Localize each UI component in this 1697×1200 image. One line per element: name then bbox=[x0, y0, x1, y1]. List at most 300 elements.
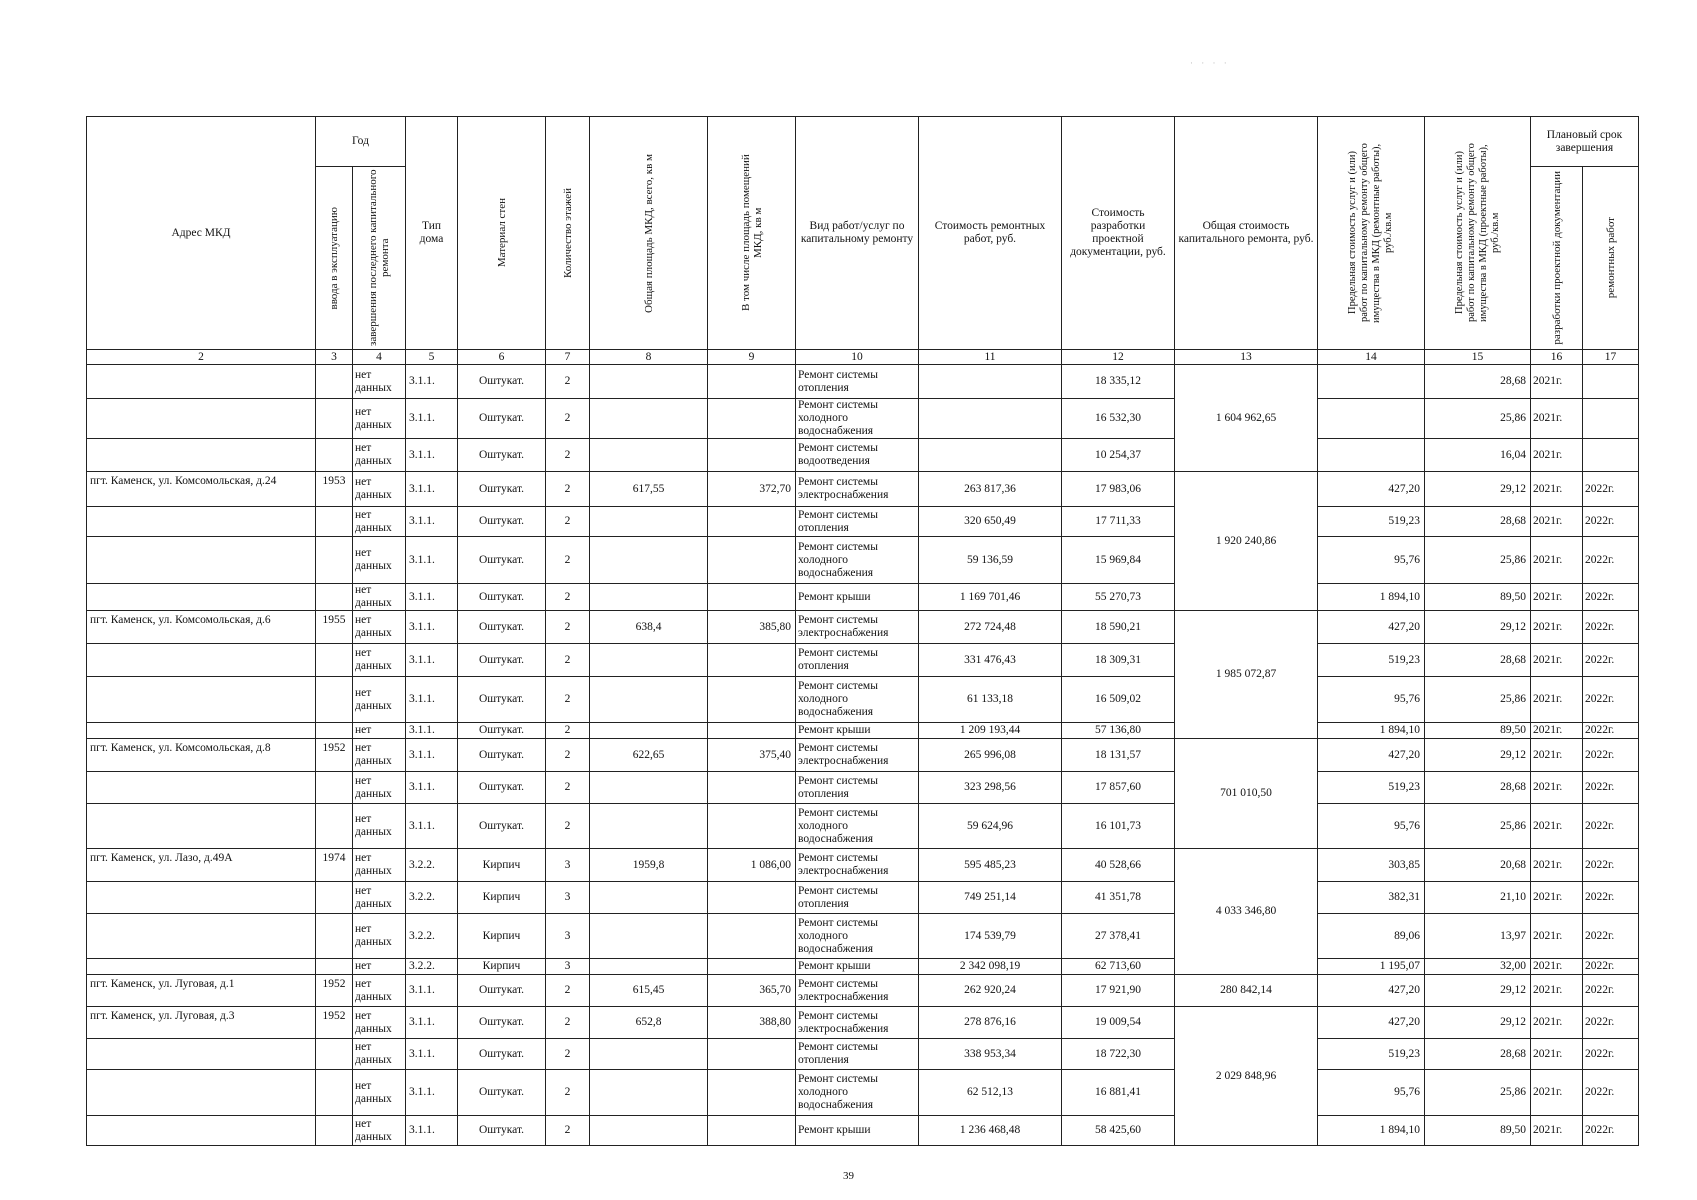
work-type-cell: Ремонт системы водоотведения bbox=[796, 439, 919, 472]
wall-material-cell: Оштукат. bbox=[458, 644, 546, 677]
year-built-cell: 1974 bbox=[316, 849, 353, 882]
limit-design-cell: 25,86 bbox=[1425, 804, 1531, 849]
column-number-row bbox=[87, 350, 1639, 365]
design-cost-cell: 41 351,78 bbox=[1062, 882, 1175, 914]
year-built-cell bbox=[316, 677, 353, 723]
floors-cell: 2 bbox=[546, 1007, 590, 1039]
design-cost-cell: 57 136,80 bbox=[1062, 723, 1175, 739]
limit-design-cell: 89,50 bbox=[1425, 1116, 1531, 1146]
limit-design-cell: 25,86 bbox=[1425, 399, 1531, 439]
column-number: 4 bbox=[353, 350, 406, 365]
design-cost-cell: 18 335,12 bbox=[1062, 365, 1175, 399]
address-cell bbox=[87, 365, 316, 399]
column-number: 11 bbox=[919, 350, 1062, 365]
repair-cost-cell: 263 817,36 bbox=[919, 472, 1062, 507]
year-last-repair-cell: нет данных bbox=[353, 644, 406, 677]
floors-cell: 2 bbox=[546, 611, 590, 644]
year-last-repair-cell: нет данных bbox=[353, 882, 406, 914]
deadline-design-cell: 2021г. bbox=[1531, 1116, 1583, 1146]
floors-cell: 3 bbox=[546, 959, 590, 975]
year-built-cell: 1952 bbox=[316, 975, 353, 1007]
floors-cell: 2 bbox=[546, 772, 590, 804]
total-area-cell bbox=[590, 804, 708, 849]
address-cell bbox=[87, 399, 316, 439]
address-cell bbox=[87, 1116, 316, 1146]
table-row bbox=[87, 537, 1639, 584]
wall-material-cell: Оштукат. bbox=[458, 723, 546, 739]
table-row bbox=[87, 472, 1639, 507]
capital-repair-table bbox=[86, 116, 1639, 1146]
address-cell bbox=[87, 959, 316, 975]
repair-cost-cell: 1 209 193,44 bbox=[919, 723, 1062, 739]
house-type-cell: 3.1.1. bbox=[406, 772, 458, 804]
column-number: 13 bbox=[1175, 350, 1318, 365]
year-built-cell bbox=[316, 804, 353, 849]
col-deadline-design-header: разработки проектной документации bbox=[1531, 167, 1583, 350]
work-type-cell: Ремонт крыши bbox=[796, 723, 919, 739]
limit-design-cell: 13,97 bbox=[1425, 914, 1531, 959]
house-type-cell: 3.1.1. bbox=[406, 1039, 458, 1070]
table-row bbox=[87, 1070, 1639, 1116]
col-floors-header: Количество этажей bbox=[546, 117, 590, 350]
table-row bbox=[87, 1007, 1639, 1039]
year-last-repair-cell: нет данных bbox=[353, 507, 406, 537]
deadline-repair-cell: 2022г. bbox=[1583, 1116, 1639, 1146]
house-type-cell: 3.2.2. bbox=[406, 882, 458, 914]
address-cell: пгт. Каменск, ул. Комсомольская, д.24 bbox=[87, 472, 316, 507]
limit-design-cell: 29,12 bbox=[1425, 739, 1531, 772]
column-number: 15 bbox=[1425, 350, 1531, 365]
limit-design-cell: 28,68 bbox=[1425, 644, 1531, 677]
repair-cost-cell bbox=[919, 439, 1062, 472]
repair-cost-cell: 262 920,24 bbox=[919, 975, 1062, 1007]
total-area-cell bbox=[590, 507, 708, 537]
year-last-repair-cell: нет данных bbox=[353, 739, 406, 772]
table-row bbox=[87, 723, 1639, 739]
limit-repair-cell: 519,23 bbox=[1318, 644, 1425, 677]
deadline-design-cell: 2021г. bbox=[1531, 537, 1583, 584]
scan-artifact: · · · · bbox=[1190, 58, 1230, 68]
page-number: 39 bbox=[843, 1170, 854, 1182]
column-number: 6 bbox=[458, 350, 546, 365]
table-row bbox=[87, 804, 1639, 849]
address-cell bbox=[87, 723, 316, 739]
house-type-cell: 3.2.2. bbox=[406, 849, 458, 882]
table-row bbox=[87, 677, 1639, 723]
floors-cell: 2 bbox=[546, 365, 590, 399]
work-type-cell: Ремонт крыши bbox=[796, 959, 919, 975]
limit-repair-cell: 95,76 bbox=[1318, 537, 1425, 584]
deadline-design-cell: 2021г. bbox=[1531, 1070, 1583, 1116]
limit-repair-cell: 1 894,10 bbox=[1318, 1116, 1425, 1146]
repair-cost-cell: 272 724,48 bbox=[919, 611, 1062, 644]
col-total-cost-header: Общая стоимость капитального ремонта, руб. bbox=[1175, 117, 1318, 350]
repair-cost-cell: 174 539,79 bbox=[919, 914, 1062, 959]
repair-cost-cell: 265 996,08 bbox=[919, 739, 1062, 772]
premises-area-cell bbox=[708, 804, 796, 849]
repair-cost-cell: 323 298,56 bbox=[919, 772, 1062, 804]
limit-repair-cell: 303,85 bbox=[1318, 849, 1425, 882]
limit-repair-cell: 95,76 bbox=[1318, 677, 1425, 723]
repair-cost-cell: 59 624,96 bbox=[919, 804, 1062, 849]
year-built-cell bbox=[316, 644, 353, 677]
limit-repair-cell: 89,06 bbox=[1318, 914, 1425, 959]
column-number: 8 bbox=[590, 350, 708, 365]
design-cost-cell: 15 969,84 bbox=[1062, 537, 1175, 584]
work-type-cell: Ремонт системы холодного водоснабжения bbox=[796, 399, 919, 439]
wall-material-cell: Оштукат. bbox=[458, 1039, 546, 1070]
deadline-repair-cell: 2022г. bbox=[1583, 1070, 1639, 1116]
premises-area-cell bbox=[708, 882, 796, 914]
total-area-cell bbox=[590, 365, 708, 399]
wall-material-cell: Оштукат. bbox=[458, 975, 546, 1007]
work-type-cell: Ремонт системы электроснабжения bbox=[796, 739, 919, 772]
total-area-cell bbox=[590, 1070, 708, 1116]
deadline-design-cell: 2021г. bbox=[1531, 1039, 1583, 1070]
design-cost-cell: 18 131,57 bbox=[1062, 739, 1175, 772]
deadline-design-cell: 2021г. bbox=[1531, 365, 1583, 399]
column-number: 2 bbox=[87, 350, 316, 365]
limit-design-cell: 20,68 bbox=[1425, 849, 1531, 882]
total-cost-cell: 1 920 240,86 bbox=[1175, 472, 1318, 611]
deadline-design-cell: 2021г. bbox=[1531, 959, 1583, 975]
house-type-cell: 3.1.1. bbox=[406, 472, 458, 507]
year-built-cell: 1953 bbox=[316, 472, 353, 507]
deadline-design-cell: 2021г. bbox=[1531, 644, 1583, 677]
house-type-cell: 3.1.1. bbox=[406, 611, 458, 644]
deadline-design-cell: 2021г. bbox=[1531, 611, 1583, 644]
repair-cost-cell: 595 485,23 bbox=[919, 849, 1062, 882]
address-cell bbox=[87, 439, 316, 472]
year-last-repair-cell: нет данных bbox=[353, 1116, 406, 1146]
year-last-repair-cell: нет bbox=[353, 723, 406, 739]
total-area-cell bbox=[590, 1039, 708, 1070]
year-built-cell bbox=[316, 584, 353, 611]
address-cell bbox=[87, 914, 316, 959]
address-cell bbox=[87, 537, 316, 584]
design-cost-cell: 19 009,54 bbox=[1062, 1007, 1175, 1039]
work-type-cell: Ремонт системы отопления bbox=[796, 365, 919, 399]
col-design-cost-header: Стоимость разработки проектной документации, руб. bbox=[1062, 117, 1175, 350]
work-type-cell: Ремонт системы отопления bbox=[796, 882, 919, 914]
deadline-design-cell: 2021г. bbox=[1531, 1007, 1583, 1039]
table-body bbox=[87, 365, 1639, 1146]
limit-repair-cell: 427,20 bbox=[1318, 1007, 1425, 1039]
address-cell: пгт. Каменск, ул. Луговая, д.1 bbox=[87, 975, 316, 1007]
year-last-repair-cell: нет bbox=[353, 959, 406, 975]
deadline-repair-cell: 2022г. bbox=[1583, 1039, 1639, 1070]
address-cell bbox=[87, 677, 316, 723]
premises-area-cell: 372,70 bbox=[708, 472, 796, 507]
total-area-cell bbox=[590, 644, 708, 677]
work-type-cell: Ремонт системы отопления bbox=[796, 644, 919, 677]
premises-area-cell bbox=[708, 914, 796, 959]
year-built-cell bbox=[316, 507, 353, 537]
work-type-cell: Ремонт системы холодного водоснабжения bbox=[796, 914, 919, 959]
address-cell: пгт. Каменск, ул. Лазо, д.49А bbox=[87, 849, 316, 882]
repair-cost-cell bbox=[919, 365, 1062, 399]
house-type-cell: 3.1.1. bbox=[406, 723, 458, 739]
premises-area-cell bbox=[708, 1116, 796, 1146]
floors-cell: 2 bbox=[546, 723, 590, 739]
design-cost-cell: 58 425,60 bbox=[1062, 1116, 1175, 1146]
house-type-cell: 3.1.1. bbox=[406, 677, 458, 723]
wall-material-cell: Оштукат. bbox=[458, 365, 546, 399]
table-row bbox=[87, 399, 1639, 439]
repair-cost-cell: 62 512,13 bbox=[919, 1070, 1062, 1116]
limit-design-cell: 16,04 bbox=[1425, 439, 1531, 472]
premises-area-cell bbox=[708, 507, 796, 537]
deadline-repair-cell: 2022г. bbox=[1583, 1007, 1639, 1039]
floors-cell: 2 bbox=[546, 399, 590, 439]
total-area-cell: 1959,8 bbox=[590, 849, 708, 882]
premises-area-cell bbox=[708, 1070, 796, 1116]
col-house-type-header: Тип дома bbox=[406, 117, 458, 350]
year-last-repair-cell: нет данных bbox=[353, 804, 406, 849]
year-last-repair-cell: нет данных bbox=[353, 1007, 406, 1039]
table-row bbox=[87, 439, 1639, 472]
floors-cell: 2 bbox=[546, 584, 590, 611]
limit-repair-cell: 519,23 bbox=[1318, 1039, 1425, 1070]
address-cell bbox=[87, 507, 316, 537]
wall-material-cell: Оштукат. bbox=[458, 439, 546, 472]
year-built-cell bbox=[316, 1039, 353, 1070]
premises-area-cell bbox=[708, 644, 796, 677]
design-cost-cell: 27 378,41 bbox=[1062, 914, 1175, 959]
total-area-cell bbox=[590, 914, 708, 959]
total-area-cell bbox=[590, 882, 708, 914]
col-limit-repair-header: Предельная стоимость услуг и (или) работ по капитальному ремонту общего имущества в МКД (ремонтные работы), руб./кв.м bbox=[1318, 117, 1425, 350]
table-row bbox=[87, 914, 1639, 959]
premises-area-cell bbox=[708, 677, 796, 723]
wall-material-cell: Оштукат. bbox=[458, 507, 546, 537]
total-area-cell bbox=[590, 439, 708, 472]
col-total-area-header: Общая площадь МКД, всего, кв м bbox=[590, 117, 708, 350]
deadline-design-cell: 2021г. bbox=[1531, 772, 1583, 804]
limit-design-cell: 25,86 bbox=[1425, 1070, 1531, 1116]
limit-design-cell: 32,00 bbox=[1425, 959, 1531, 975]
year-last-repair-cell: нет данных bbox=[353, 439, 406, 472]
year-built-cell bbox=[316, 1070, 353, 1116]
limit-design-cell: 28,68 bbox=[1425, 507, 1531, 537]
total-cost-cell: 280 842,14 bbox=[1175, 975, 1318, 1007]
floors-cell: 2 bbox=[546, 1070, 590, 1116]
floors-cell: 2 bbox=[546, 677, 590, 723]
limit-repair-cell bbox=[1318, 399, 1425, 439]
table-row bbox=[87, 507, 1639, 537]
total-cost-cell: 2 029 848,96 bbox=[1175, 1007, 1318, 1146]
deadline-repair-cell: 2022г. bbox=[1583, 584, 1639, 611]
year-built-cell bbox=[316, 365, 353, 399]
house-type-cell: 3.1.1. bbox=[406, 1116, 458, 1146]
limit-design-cell: 28,68 bbox=[1425, 365, 1531, 399]
total-cost-cell: 4 033 346,80 bbox=[1175, 849, 1318, 975]
deadline-repair-cell: 2022г. bbox=[1583, 882, 1639, 914]
work-type-cell: Ремонт системы холодного водоснабжения bbox=[796, 537, 919, 584]
premises-area-cell: 388,80 bbox=[708, 1007, 796, 1039]
deadline-repair-cell: 2022г. bbox=[1583, 772, 1639, 804]
col-wall-material-header: Материал стен bbox=[458, 117, 546, 350]
design-cost-cell: 10 254,37 bbox=[1062, 439, 1175, 472]
year-built-cell bbox=[316, 914, 353, 959]
repair-cost-cell: 749 251,14 bbox=[919, 882, 1062, 914]
limit-design-cell: 89,50 bbox=[1425, 584, 1531, 611]
floors-cell: 2 bbox=[546, 644, 590, 677]
year-last-repair-cell: нет данных bbox=[353, 772, 406, 804]
design-cost-cell: 17 857,60 bbox=[1062, 772, 1175, 804]
deadline-design-cell: 2021г. bbox=[1531, 723, 1583, 739]
address-cell bbox=[87, 1070, 316, 1116]
col-work-type-header: Вид работ/услуг по капитальному ремонту bbox=[796, 117, 919, 350]
total-area-cell bbox=[590, 584, 708, 611]
wall-material-cell: Оштукат. bbox=[458, 1116, 546, 1146]
floors-cell: 2 bbox=[546, 739, 590, 772]
total-area-cell bbox=[590, 677, 708, 723]
floors-cell: 2 bbox=[546, 804, 590, 849]
house-type-cell: 3.1.1. bbox=[406, 399, 458, 439]
floors-cell: 2 bbox=[546, 1039, 590, 1070]
premises-area-cell: 365,70 bbox=[708, 975, 796, 1007]
house-type-cell: 3.2.2. bbox=[406, 914, 458, 959]
deadline-design-cell: 2021г. bbox=[1531, 677, 1583, 723]
repair-cost-cell: 59 136,59 bbox=[919, 537, 1062, 584]
address-cell bbox=[87, 1039, 316, 1070]
premises-area-cell bbox=[708, 584, 796, 611]
floors-cell: 2 bbox=[546, 1116, 590, 1146]
column-number: 16 bbox=[1531, 350, 1583, 365]
work-type-cell: Ремонт системы отопления bbox=[796, 507, 919, 537]
limit-repair-cell: 427,20 bbox=[1318, 472, 1425, 507]
deadline-repair-cell: 2022г. bbox=[1583, 537, 1639, 584]
house-type-cell: 3.1.1. bbox=[406, 739, 458, 772]
year-last-repair-cell: нет данных bbox=[353, 584, 406, 611]
limit-design-cell: 21,10 bbox=[1425, 882, 1531, 914]
house-type-cell: 3.1.1. bbox=[406, 365, 458, 399]
premises-area-cell bbox=[708, 439, 796, 472]
address-cell bbox=[87, 644, 316, 677]
premises-area-cell: 385,80 bbox=[708, 611, 796, 644]
deadline-design-cell: 2021г. bbox=[1531, 914, 1583, 959]
design-cost-cell: 17 983,06 bbox=[1062, 472, 1175, 507]
wall-material-cell: Оштукат. bbox=[458, 1070, 546, 1116]
deadline-repair-cell: 2022г. bbox=[1583, 739, 1639, 772]
design-cost-cell: 16 532,30 bbox=[1062, 399, 1175, 439]
design-cost-cell: 17 711,33 bbox=[1062, 507, 1175, 537]
table-row bbox=[87, 975, 1639, 1007]
year-built-cell: 1952 bbox=[316, 739, 353, 772]
column-number: 14 bbox=[1318, 350, 1425, 365]
repair-cost-cell: 278 876,16 bbox=[919, 1007, 1062, 1039]
total-area-cell: 638,4 bbox=[590, 611, 708, 644]
house-type-cell: 3.1.1. bbox=[406, 507, 458, 537]
premises-area-cell bbox=[708, 772, 796, 804]
year-built-cell: 1955 bbox=[316, 611, 353, 644]
total-area-cell bbox=[590, 537, 708, 584]
floors-cell: 3 bbox=[546, 914, 590, 959]
total-area-cell bbox=[590, 723, 708, 739]
table-row bbox=[87, 611, 1639, 644]
design-cost-cell: 62 713,60 bbox=[1062, 959, 1175, 975]
wall-material-cell: Оштукат. bbox=[458, 399, 546, 439]
premises-area-cell: 1 086,00 bbox=[708, 849, 796, 882]
limit-repair-cell bbox=[1318, 365, 1425, 399]
premises-area-cell bbox=[708, 723, 796, 739]
work-type-cell: Ремонт системы электроснабжения bbox=[796, 975, 919, 1007]
deadline-repair-cell: 2022г. bbox=[1583, 849, 1639, 882]
col-deadline-repair-header: ремонтных работ bbox=[1583, 167, 1639, 350]
column-number: 10 bbox=[796, 350, 919, 365]
house-type-cell: 3.1.1. bbox=[406, 1007, 458, 1039]
wall-material-cell: Оштукат. bbox=[458, 537, 546, 584]
work-type-cell: Ремонт крыши bbox=[796, 1116, 919, 1146]
year-last-repair-cell: нет данных bbox=[353, 611, 406, 644]
limit-design-cell: 28,68 bbox=[1425, 772, 1531, 804]
wall-material-cell: Оштукат. bbox=[458, 472, 546, 507]
deadline-repair-cell: 2022г. bbox=[1583, 677, 1639, 723]
limit-repair-cell: 1 894,10 bbox=[1318, 584, 1425, 611]
wall-material-cell: Оштукат. bbox=[458, 739, 546, 772]
floors-cell: 2 bbox=[546, 975, 590, 1007]
design-cost-cell: 18 309,31 bbox=[1062, 644, 1175, 677]
year-last-repair-cell: нет данных bbox=[353, 472, 406, 507]
work-type-cell: Ремонт системы электроснабжения bbox=[796, 472, 919, 507]
col-year-group-header: Год bbox=[316, 117, 406, 167]
repair-cost-cell bbox=[919, 399, 1062, 439]
deadline-design-cell: 2021г. bbox=[1531, 584, 1583, 611]
work-type-cell: Ремонт системы отопления bbox=[796, 772, 919, 804]
work-type-cell: Ремонт системы холодного водоснабжения bbox=[796, 677, 919, 723]
repair-cost-cell: 320 650,49 bbox=[919, 507, 1062, 537]
wall-material-cell: Кирпич bbox=[458, 882, 546, 914]
deadline-repair-cell bbox=[1583, 439, 1639, 472]
design-cost-cell: 40 528,66 bbox=[1062, 849, 1175, 882]
deadline-design-cell: 2021г. bbox=[1531, 849, 1583, 882]
house-type-cell: 3.2.2. bbox=[406, 959, 458, 975]
floors-cell: 2 bbox=[546, 472, 590, 507]
deadline-design-cell: 2021г. bbox=[1531, 399, 1583, 439]
table-row bbox=[87, 365, 1639, 399]
table-row bbox=[87, 849, 1639, 882]
total-area-cell bbox=[590, 772, 708, 804]
deadline-design-cell: 2021г. bbox=[1531, 975, 1583, 1007]
table-row bbox=[87, 1116, 1639, 1146]
house-type-cell: 3.1.1. bbox=[406, 537, 458, 584]
wall-material-cell: Оштукат. bbox=[458, 804, 546, 849]
limit-design-cell: 29,12 bbox=[1425, 611, 1531, 644]
total-area-cell: 617,55 bbox=[590, 472, 708, 507]
total-cost-cell: 1 604 962,65 bbox=[1175, 365, 1318, 472]
address-cell bbox=[87, 584, 316, 611]
year-built-cell bbox=[316, 959, 353, 975]
deadline-design-cell: 2021г. bbox=[1531, 739, 1583, 772]
premises-area-cell bbox=[708, 959, 796, 975]
house-type-cell: 3.1.1. bbox=[406, 804, 458, 849]
limit-design-cell: 25,86 bbox=[1425, 537, 1531, 584]
deadline-repair-cell: 2022г. bbox=[1583, 472, 1639, 507]
design-cost-cell: 18 590,21 bbox=[1062, 611, 1175, 644]
year-built-cell bbox=[316, 439, 353, 472]
col-limit-design-header: Предельная стоимость услуг и (или) работ по капитальному ремонту общего имущества в МКД (проектные работы), руб./кв.м bbox=[1425, 117, 1531, 350]
design-cost-cell: 16 101,73 bbox=[1062, 804, 1175, 849]
floors-cell: 2 bbox=[546, 507, 590, 537]
work-type-cell: Ремонт системы электроснабжения bbox=[796, 611, 919, 644]
wall-material-cell: Оштукат. bbox=[458, 772, 546, 804]
limit-repair-cell: 427,20 bbox=[1318, 739, 1425, 772]
address-cell: пгт. Каменск, ул. Комсомольская, д.8 bbox=[87, 739, 316, 772]
limit-repair-cell: 519,23 bbox=[1318, 507, 1425, 537]
year-last-repair-cell: нет данных bbox=[353, 1039, 406, 1070]
column-number: 9 bbox=[708, 350, 796, 365]
